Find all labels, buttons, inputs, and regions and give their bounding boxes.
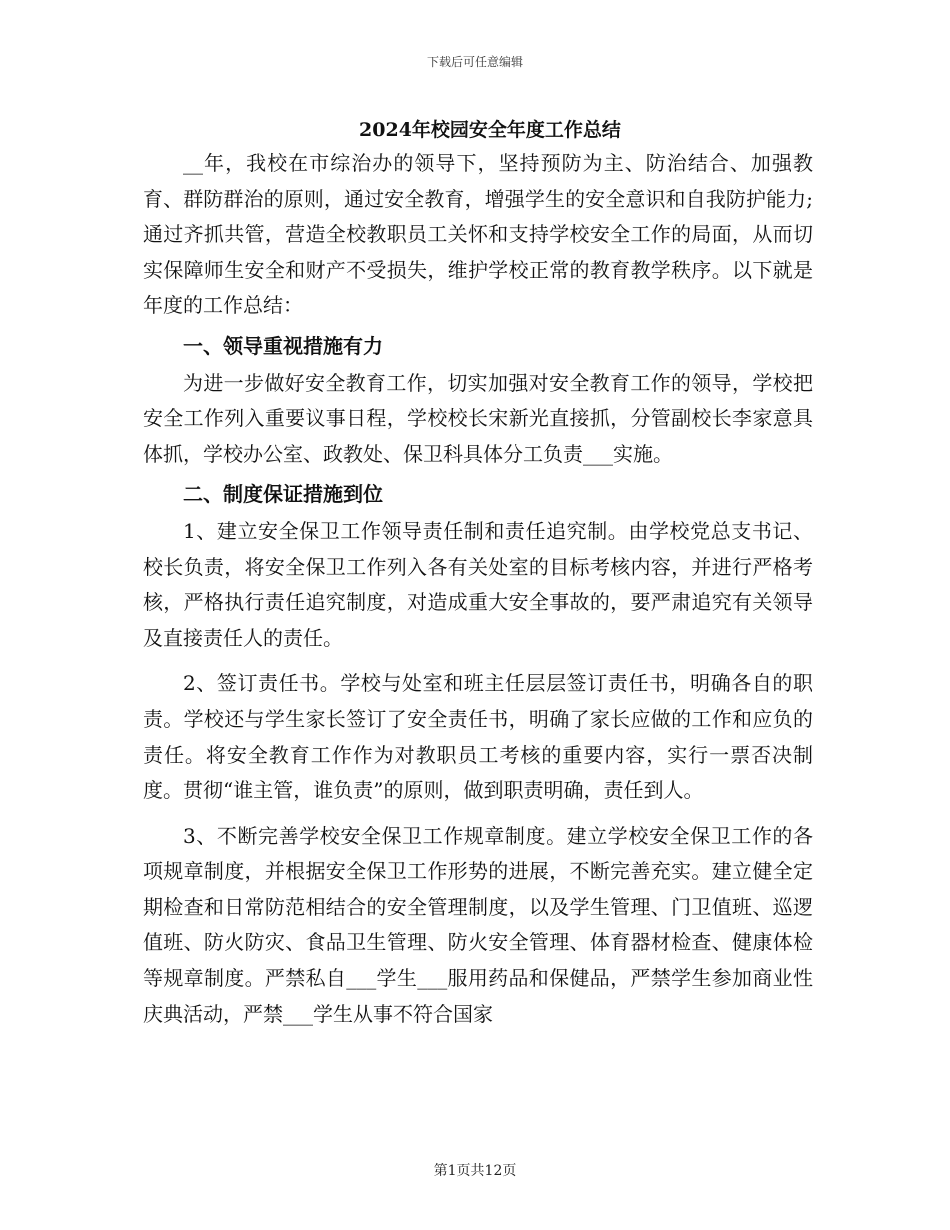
paragraph-regulations: 3、不断完善学校安全保卫工作规章制度。建立学校安全保卫工作的各项规章制度，并根据安全保卫工作形势的进展，不断完善充实。建立健全定期检查和日常防范相结合的安全管理制度，以及学生管理、门卫值班、巡逻值班、防火防灾、食品卫生管理、防火安全管理、体育器材检查、健康体检等规章制度。严禁私自___学生___服用药品和保健品，严禁学生参加商业性庆典活动，严禁___学生从事不符合国家 (143, 823, 813, 1026)
section-heading-2: 二、制度保证措施到位 (183, 482, 383, 507)
paragraph-responsibility-system: 1、建立安全保卫工作领导责任制和责任追究制。由学校党总支书记、校长负责，将安全保卫工作列入各有关处室的目标考核内容，并进行严格考核，严格执行责任追究制度，对造成重大安全事故的，要严肃追究有关领导及直接责任人的责任。 (143, 518, 813, 650)
document-body (143, 146, 813, 1032)
paragraph-intro: __年，我校在市综治办的领导下，坚持预防为主、防治结合、加强教育、群防群治的原则，通过安全教育，增强学生的安全意识和自我防护能力;通过齐抓共管，营造全校教职员工关怀和支持学校安全工作的局面，从而切实保障师生安全和财产不受损失，维护学校正常的教育教学秩序。以下就是年度的工作总结： (143, 151, 813, 318)
section-heading-1: 一、领导重视措施有力 (183, 333, 383, 358)
paragraph-leadership: 为进一步做好安全教育工作，切实加强对安全教育工作的领导，学校把安全工作列入重要议事日程，学校校长宋新光直接抓，分管副校长李家意具体抓，学校办公室、政教处、保卫科具体分工负责___实施。 (143, 370, 813, 466)
header-note: 下载后可任意编辑 (426, 55, 523, 69)
page-number: 第1页共12页 (433, 1163, 517, 1179)
paragraph-responsibility-letter: 2、签订责任书。学校与处室和班主任层层签订责任书，明确各自的职责。学校还与学生家长签订了安全责任书，明确了家长应做的工作和应负的责任。将安全教育工作作为对教职员工考核的重要内容，实行一票否决制度。贯彻“谁主管，谁负责”的原则，做到职责明确，责任到人。 (143, 671, 813, 803)
document-title: 2024年校园安全年度工作总结 (359, 119, 621, 141)
